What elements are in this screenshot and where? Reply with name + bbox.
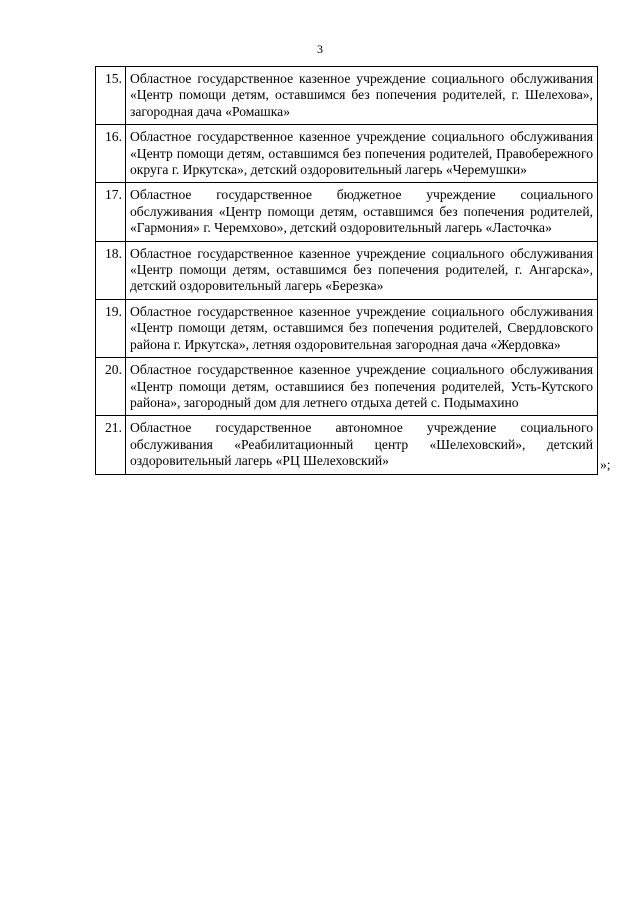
table-row <box>96 241 598 299</box>
row-text: Областное государственное казенное учреждение социального обслуживания «Центр помощи детям, оставшимся без попечения родителей, г. Ангарска», детский оздоровительный лагерь «Березка» <box>126 241 598 299</box>
closing-quote-mark: »; <box>600 457 611 472</box>
table-row <box>96 67 598 125</box>
table-row <box>96 299 598 357</box>
row-number: 20. <box>96 358 126 416</box>
row-number: 15. <box>96 67 126 125</box>
row-text: Областное государственное казенное учреждение социального обслуживания «Центр помощи детям, оставшимся без попечения родителей, Правобережного округа г. Иркутска», детский оздоровительный лагерь «Черемушки» <box>126 125 598 183</box>
row-number: 21. <box>96 416 126 474</box>
row-text: Областное государственное казенное учреждение социального обслуживания «Центр помощи детям, оставшиися без попечения родителей, Усть-Кутского района», загородный дом для летнего отдыха детей с. Подымахино <box>126 358 598 416</box>
row-text: Областное государственное казенное учреждение социального обслуживания «Центр помощи детям, оставшимся без попечения родителей, г. Шелехова», загородная дача «Ромашка» <box>126 67 598 125</box>
table-row <box>96 125 598 183</box>
table-row <box>96 416 598 474</box>
row-text: Областное государственное автономное учреждение социального обслуживания «Реабилитационный центр «Шелеховский», детский оздоровительный лагерь «РЦ Шелеховский» <box>126 416 598 474</box>
institutions-table <box>95 66 598 475</box>
row-number: 18. <box>96 241 126 299</box>
row-number: 16. <box>96 125 126 183</box>
row-text: Областное государственное бюджетное учреждение социального обслуживания «Центр помощи детям, оставшимся без попечения родителей, «Гармония» г. Черемхово», детский оздоровительный лагерь «Ласточка» <box>126 183 598 241</box>
row-text: Областное государственное казенное учреждение социального обслуживания «Центр помощи детям, оставшимся без попечения родителей, Свердловского района г. Иркутска», летняя оздоровительная загородная дача «Жердовка» <box>126 299 598 357</box>
row-number: 19. <box>96 299 126 357</box>
table-row <box>96 183 598 241</box>
row-number: 17. <box>96 183 126 241</box>
table-row <box>96 358 598 416</box>
page-number: 3 <box>317 42 323 56</box>
